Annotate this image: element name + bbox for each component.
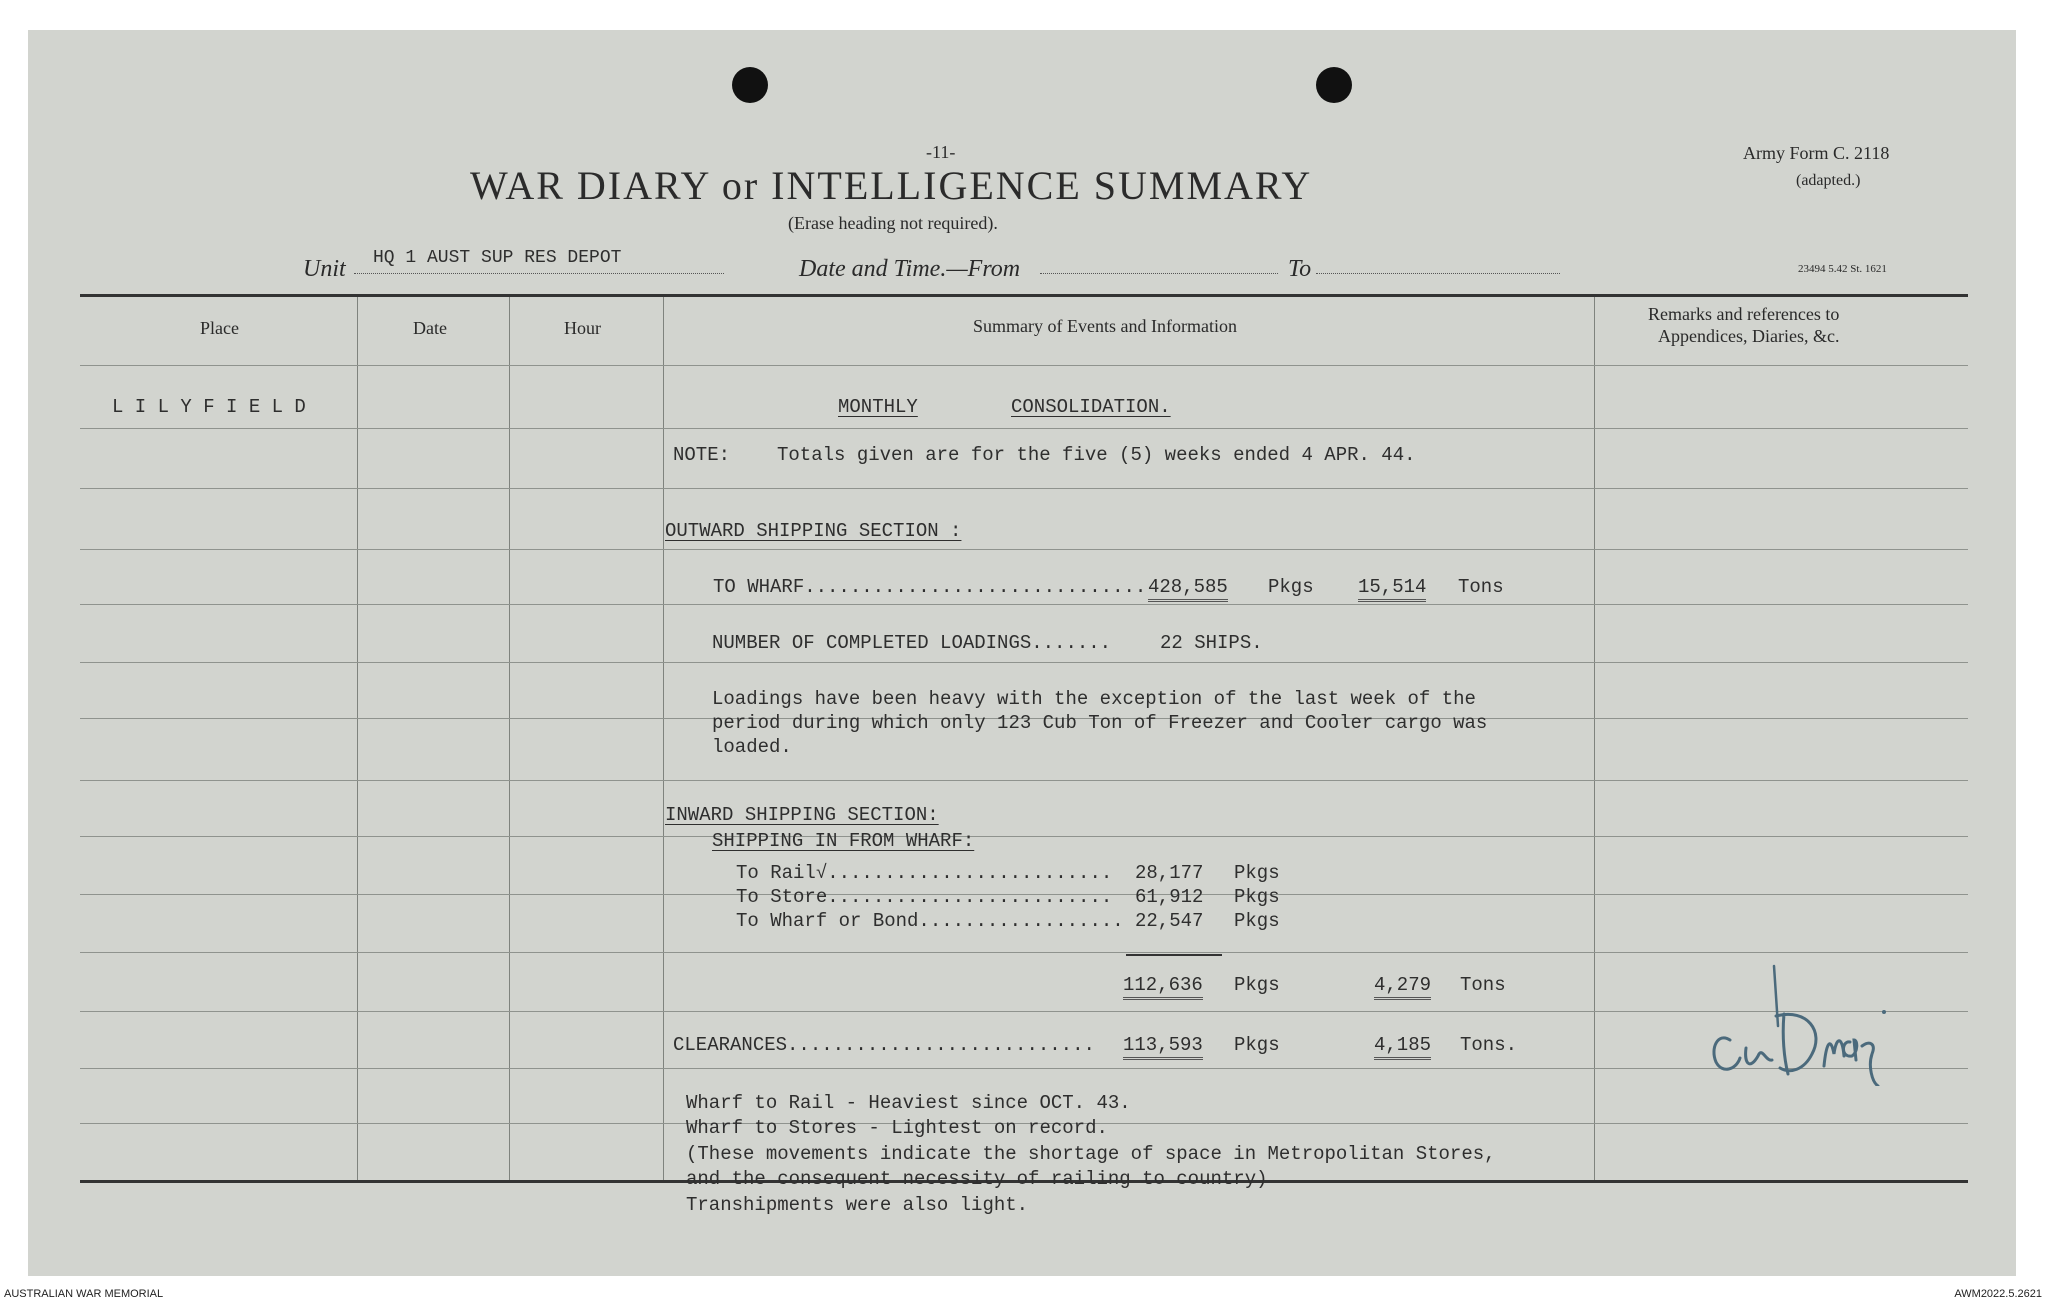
table-top-rule bbox=[80, 294, 1968, 297]
date-time-from-label: Date and Time.—From bbox=[799, 256, 1021, 282]
row-rule bbox=[80, 549, 1968, 550]
to-dotted-line bbox=[1316, 273, 1560, 274]
to-wharf-tons: 15,514 bbox=[1358, 576, 1426, 602]
from-dotted-line bbox=[1040, 273, 1278, 274]
total-pkgs-unit: Pkgs bbox=[1234, 974, 1280, 996]
inward-heading: INWARD SHIPPING SECTION: bbox=[665, 804, 939, 826]
to-store-unit: Pkgs bbox=[1234, 886, 1280, 908]
clearances-tons-unit: Tons. bbox=[1460, 1034, 1518, 1056]
column-header-date: Date bbox=[413, 318, 447, 338]
column-divider-3 bbox=[663, 297, 664, 1180]
row-rule bbox=[80, 604, 1968, 605]
row-rule bbox=[80, 1011, 1968, 1012]
remark-line2: Wharf to Stores - Lightest on record. bbox=[686, 1117, 1108, 1139]
unit-label: Unit bbox=[303, 256, 346, 282]
remark-line4: and the consequent necessity of railing to country) bbox=[686, 1168, 1268, 1190]
to-wharf-pkgs: 428,585 bbox=[1148, 576, 1228, 602]
heading-consolidation: CONSOLIDATION. bbox=[1011, 396, 1171, 418]
to-bond-value: 22,547 bbox=[1135, 910, 1204, 932]
outward-heading: OUTWARD SHIPPING SECTION : bbox=[665, 520, 962, 542]
row-rule bbox=[80, 780, 1968, 781]
to-wharf-tons-unit: Tons bbox=[1458, 576, 1504, 598]
page-title: WAR DIARY or INTELLIGENCE SUMMARY bbox=[470, 163, 1313, 208]
total-tons-unit: Tons bbox=[1460, 974, 1506, 996]
loadings-paragraph-line3: loaded. bbox=[712, 736, 792, 758]
total-pkgs: 112,636 bbox=[1123, 974, 1203, 1000]
to-bond-label: To Wharf or Bond.................. bbox=[736, 910, 1124, 932]
clearances-pkgs-unit: Pkgs bbox=[1234, 1034, 1280, 1056]
footer-right: AWM2022.5.2621 bbox=[1954, 1288, 2042, 1300]
army-form-label: Army Form C. 2118 bbox=[1743, 143, 1890, 163]
place-value: L I L Y F I E L D bbox=[112, 396, 306, 418]
heading-monthly: MONTHLY bbox=[838, 396, 918, 418]
to-rail-value: 28,177 bbox=[1135, 862, 1204, 884]
loadings-value: 22 SHIPS. bbox=[1160, 632, 1263, 654]
footer-left: AUSTRALIAN WAR MEMORIAL bbox=[4, 1288, 164, 1300]
row-rule bbox=[80, 428, 1968, 429]
total-tons: 4,279 bbox=[1374, 974, 1431, 1000]
column-header-hour: Hour bbox=[564, 318, 601, 338]
header-rule bbox=[80, 365, 1968, 366]
clearances-tons: 4,185 bbox=[1374, 1034, 1431, 1060]
to-rail-unit: Pkgs bbox=[1234, 862, 1280, 884]
column-header-remarks-line2: Appendices, Diaries, &c. bbox=[1658, 326, 1840, 346]
to-store-label: To Store......................... bbox=[736, 886, 1113, 908]
loadings-paragraph-line2: period during which only 123 Cub Ton of Freezer and Cooler cargo was bbox=[712, 712, 1488, 734]
column-header-remarks-line1: Remarks and references to bbox=[1648, 304, 1840, 324]
unit-dotted-line bbox=[354, 273, 724, 274]
row-rule bbox=[80, 952, 1968, 953]
punch-hole-left bbox=[732, 67, 768, 103]
row-rule bbox=[80, 488, 1968, 489]
signature-text bbox=[1718, 1100, 1722, 1101]
page-subtitle: (Erase heading not required). bbox=[788, 213, 998, 233]
remark-line3: (These movements indicate the shortage of space in Metropolitan Stores, bbox=[686, 1143, 1496, 1165]
to-rail-label: To Rail√......................... bbox=[736, 862, 1113, 884]
column-header-place: Place bbox=[200, 318, 239, 338]
unit-value: HQ 1 AUST SUP RES DEPOT bbox=[373, 248, 622, 268]
loadings-paragraph-line1: Loadings have been heavy with the exception of the last week of the bbox=[712, 688, 1476, 710]
loadings-label: NUMBER OF COMPLETED LOADINGS....... bbox=[712, 632, 1112, 654]
row-rule bbox=[80, 1068, 1968, 1069]
column-divider-1 bbox=[357, 297, 358, 1180]
adapted-label: (adapted.) bbox=[1796, 172, 1861, 189]
diary-page bbox=[28, 30, 2016, 1276]
remark-line1: Wharf to Rail - Heaviest since OCT. 43. bbox=[686, 1092, 1131, 1114]
print-reference: 23494 5.42 St. 1621 bbox=[1798, 263, 1887, 275]
to-store-value: 61,912 bbox=[1135, 886, 1204, 908]
note-label: NOTE: bbox=[673, 444, 731, 466]
row-rule bbox=[80, 662, 1968, 663]
clearances-pkgs: 113,593 bbox=[1123, 1034, 1203, 1060]
signature-mark bbox=[1688, 936, 1908, 1086]
to-wharf-label: TO WHARF.............................. bbox=[713, 576, 1147, 598]
to-wharf-pkgs-unit: Pkgs bbox=[1268, 576, 1314, 598]
column-divider-4 bbox=[1594, 297, 1595, 1180]
to-bond-unit: Pkgs bbox=[1234, 910, 1280, 932]
date-time-to-label: To bbox=[1288, 256, 1312, 282]
punch-hole-right bbox=[1316, 67, 1352, 103]
remark-line5: Transhipments were also light. bbox=[686, 1194, 1029, 1216]
clearances-label: CLEARANCES........................... bbox=[673, 1034, 1095, 1056]
shipping-in-heading: SHIPPING IN FROM WHARF: bbox=[712, 830, 975, 852]
column-header-summary: Summary of Events and Information bbox=[973, 316, 1237, 336]
page-number: -11- bbox=[926, 142, 956, 162]
column-divider-2 bbox=[509, 297, 510, 1180]
note-text: Totals given are for the five (5) weeks ended 4 APR. 44. bbox=[777, 444, 1416, 466]
subtotal-rule bbox=[1126, 954, 1222, 956]
row-rule bbox=[80, 836, 1968, 837]
